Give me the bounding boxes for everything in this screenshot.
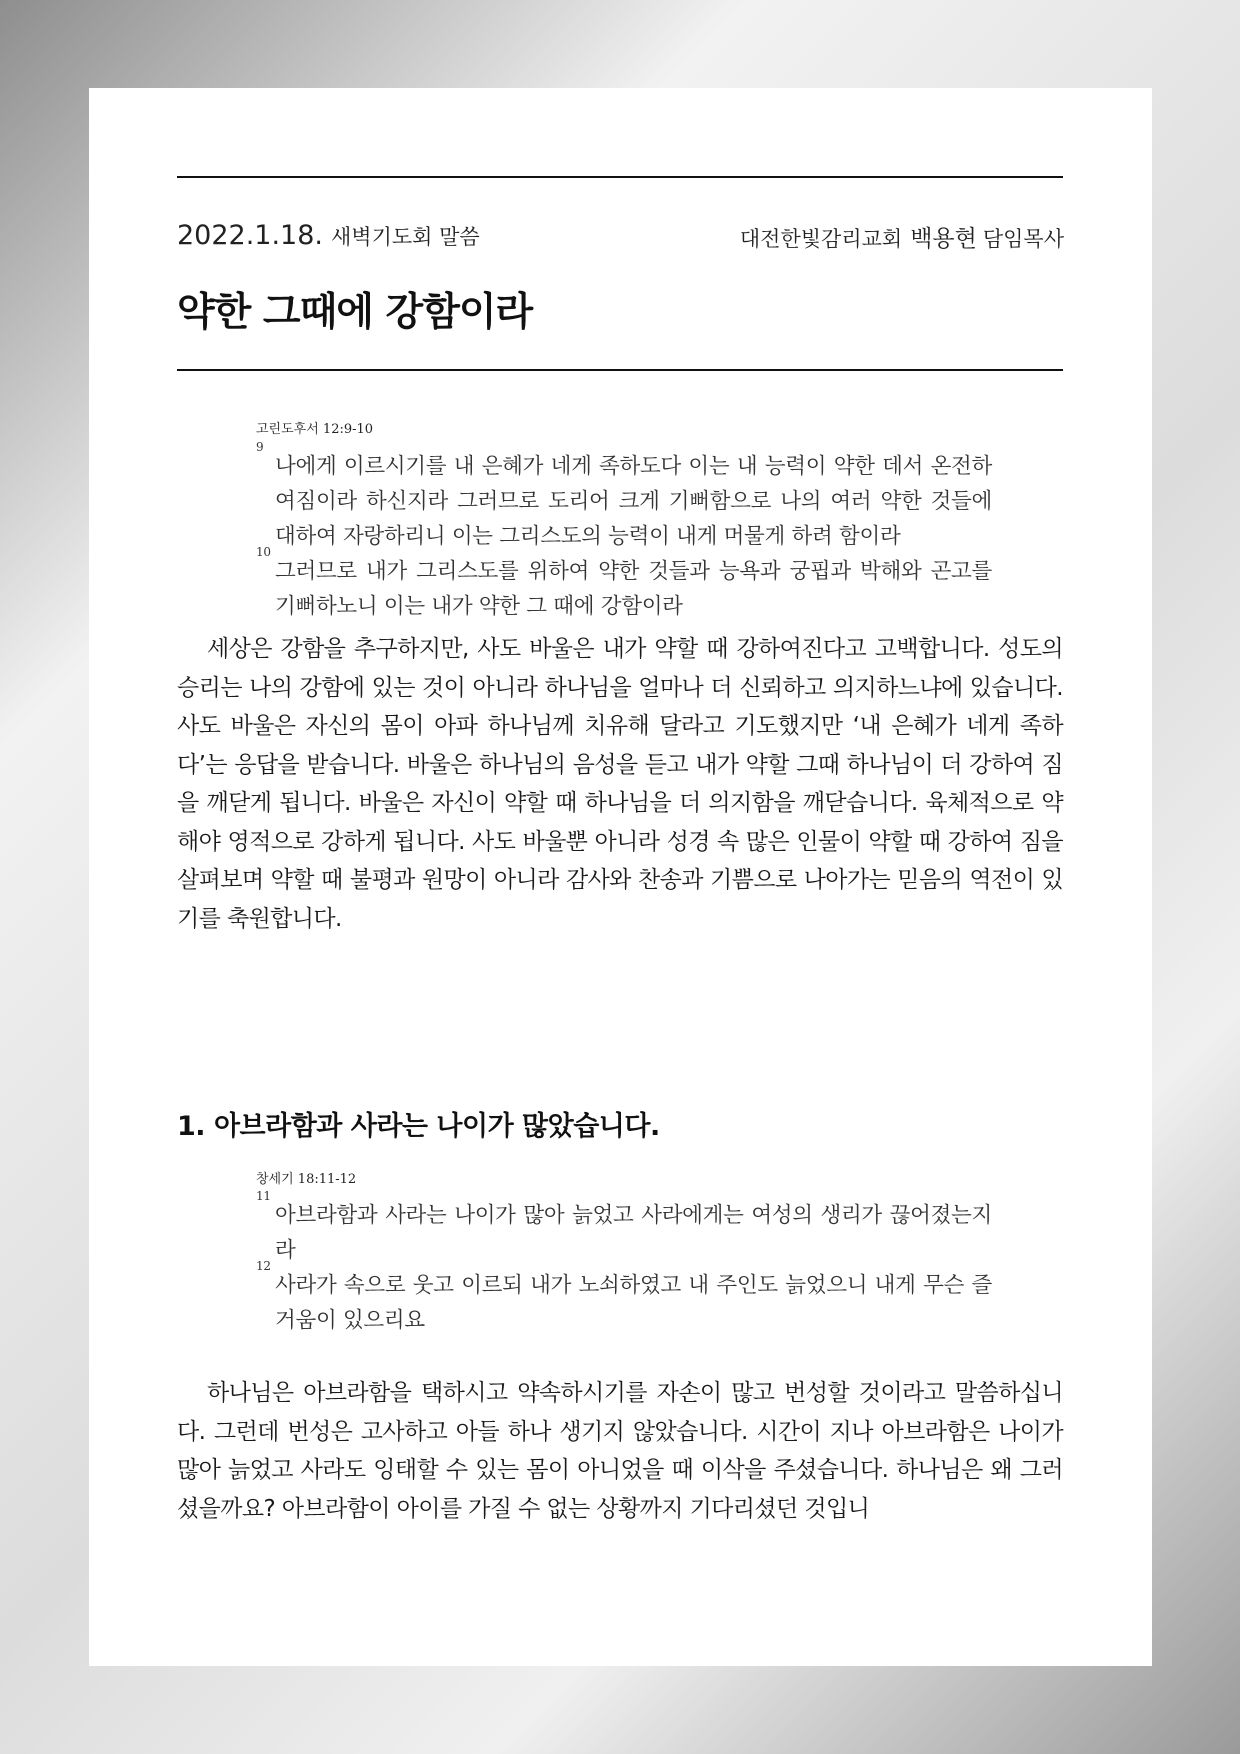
verse-text: 나에게 이르시기를 내 은혜가 네게 족하도다 이는 내 능력이 약한 데서 온전하여짐이라 하신지라 그러므로 도리어 크게 기뻐함으로 나의 여러 약한 것들에 대하여 자랑하리니 이는 그리스도의 능력이 내게 머물게 하려 함이라: [275, 454, 992, 549]
scripture-passage: [256, 1189, 992, 1338]
scripture-verse: [256, 1189, 992, 1268]
verse-number: 11: [256, 1189, 271, 1203]
scripture-verse: [256, 1259, 992, 1338]
section-heading: 1. 아브라함과 사라는 나이가 많았습니다.: [177, 1111, 660, 1142]
section-body-paragraph: 하나님은 아브라함을 택하시고 약속하시기를 자손이 많고 번성할 것이라고 말씀하십니다. 그런데 번성은 고사하고 아들 하나 생기지 않았습니다. 시간이 지나 아브라함은 나이가 많아 늙었고 사라도 잉태할 수 있는 몸이 아니었을 때 이삭을 주셨습니다. 하나님은 왜 그러셨을까요? 아브라함이 아이를 가질 수 없는 상황까지 기다리셨던 것입니: [177, 1380, 1063, 1522]
scripture-reference: 창세기 18:11-12: [256, 1172, 357, 1187]
church-name: 대전한빛감리교회: [739, 227, 903, 251]
header-date-line: [177, 220, 480, 251]
scripture-reference: 고린도후서 12:9-10: [256, 422, 374, 437]
top-rule: [177, 176, 1063, 178]
sermon-title: 약한 그때에 강함이라: [177, 290, 533, 335]
verse-number: 9: [256, 440, 264, 454]
pastor-name: 백용현: [910, 226, 977, 252]
document-page: [89, 88, 1152, 1666]
pastor-role: 담임목사: [982, 227, 1064, 251]
intro-paragraph: 세상은 강함을 추구하지만, 사도 바울은 내가 약할 때 강하여진다고 고백합니다. 성도의 승리는 나의 강함에 있는 것이 아니라 하나님을 얼마나 더 신뢰하고 의지하느냐에 있습니다. 사도 바울은 자신의 몸이 아파 하나님께 치유해 달라고 기도했지만 ‘내 은혜가 네게 족하다’는 응답을 받습니다. 바울은 하나님의 음성을 듣고 내가 약할 그때 하나님이 더 강하여 짐을 깨닫게 됩니다. 바울은 자신이 약할 때 하나님을 더 의지함을 깨닫습니다. 육체적으로 약해야 영적으로 강하게 됩니다. 사도 바울뿐 아니라 성경 속 많은 인물이 약할 때 강하여 짐을 살펴보며 약할 때 불평과 원망이 아니라 감사와 찬송과 기쁨으로 나아가는 믿음의 역전이 있기를 축원합니다.: [177, 636, 1063, 932]
sermon-date: 2022.1.18.: [177, 220, 323, 251]
title-rule: [177, 369, 1063, 371]
header-author-line: [740, 220, 1064, 253]
verse-text: 그러므로 내가 그리스도를 위하여 약한 것들과 능욕과 궁핍과 박해와 곤고를 기뻐하노니 이는 내가 약한 그 때에 강함이라: [275, 559, 992, 619]
scripture-verse: [256, 545, 992, 624]
service-label: 새벽기도회 말씀: [331, 225, 480, 249]
verse-text: 아브라함과 사라는 나이가 많아 늙었고 사라에게는 여성의 생리가 끊어졌는지라: [275, 1203, 992, 1263]
verse-number: 10: [256, 545, 271, 559]
scripture-verse: [256, 440, 992, 554]
verse-text: 사라가 속으로 웃고 이르되 내가 노쇠하였고 내 주인도 늙었으니 내게 무슨 즐거움이 있으리요: [275, 1273, 992, 1333]
scripture-passage: [256, 440, 992, 624]
verse-number: 12: [256, 1259, 271, 1273]
